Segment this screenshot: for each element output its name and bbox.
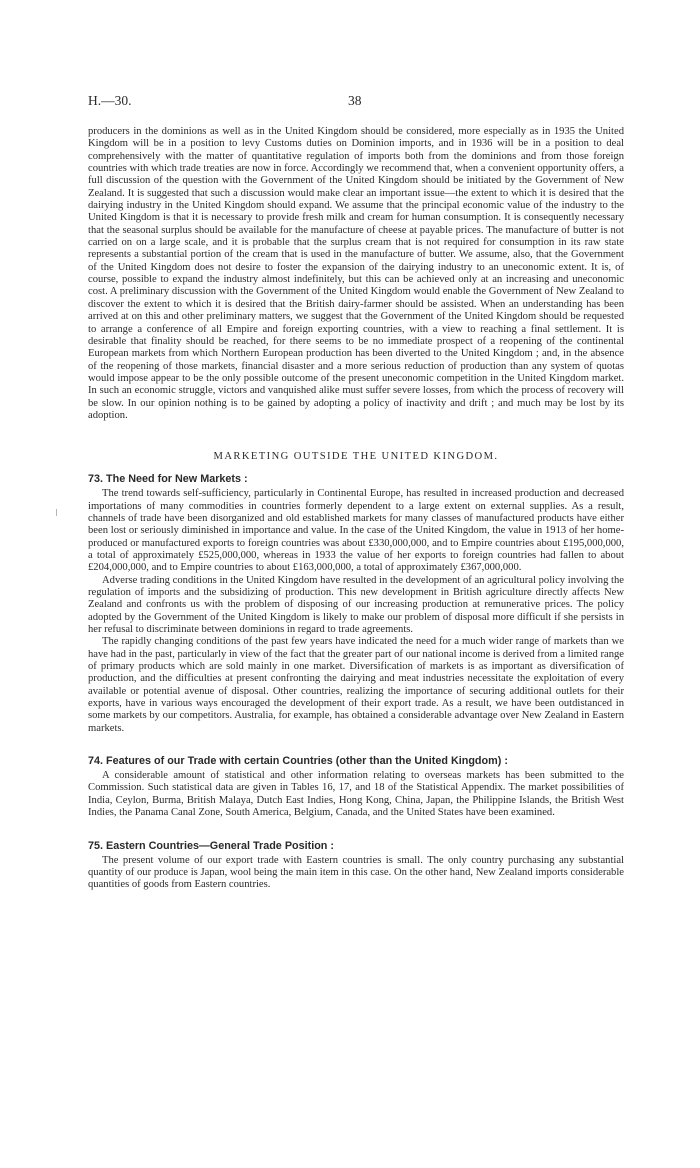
- section-heading: 73. The Need for New Markets :: [88, 473, 248, 486]
- margin-mark: [56, 509, 57, 516]
- document-reference: H.—30.: [88, 93, 132, 108]
- section-75: [88, 840, 624, 892]
- section-heading: 74. Features of our Trade with certain Countries (other than the United Kingdom) :: [88, 755, 508, 768]
- document-body: [88, 126, 624, 892]
- section-title: MARKETING OUTSIDE THE UNITED KINGDOM.: [213, 451, 499, 463]
- section-heading: 75. Eastern Countries—General Trade Position :: [88, 839, 334, 852]
- section-paragraph: The trend towards self-sufficiency, particularly in Continental Europe, has resulted in increased production and decreased importations of many commodities in countries formerly dependent to a large extent on external supplies. As a result, channels of trade have been disorganized and old established markets for many classes of manufactured products have either been lost or seriously diminished in importance and value. In the case of the United Kingdom, the value in 1913 of her home-produced or manufactured exports to foreign countries was about £330,000,000, and to Empire countries about £195,000,000, a total of approximately £525,000,000, whereas in 1933 the value of her exports to foreign countries had fallen to about £204,000,000, and to Empire countries to about £163,000,000, a total of approximately £367,000,000.: [88, 488, 624, 574]
- section-paragraph: A considerable amount of statistical and other information relating to overseas markets has been submitted to the Commission. Such statistical data are given in Tables 16, 17, and 18 of the Statistical Appendix. The market possibilities of India, Ceylon, Burma, British Malaya, Dutch East Indies, Hong Kong, China, Japan, the Philippine Islands, the British West Indies, the Panama Canal Zone, South America, Belgium, Canada, and the United States have been examined.: [88, 770, 624, 819]
- section-73: [88, 473, 624, 735]
- intro-paragraph: producers in the dominions as well as in the United Kingdom should be considered, more especially as in 1935 the United Kingdom will be in a position to levy Customs duties on Dominion imports, and in 1936 will be in a position to deal comprehensively with the matter of quantitative regulation of imports both from the dominions and from those foreign countries with which trade treaties are now in force. Accordingly we recommend that, when a convenient opportunity offers, a full discussion of the question with the Government of the United Kingdom should be initiated by the Government of New Zealand. It is suggested that such a discussion would make clear an important issue—the extent to which it is desired that the dairying industry in the United Kingdom should expand. We assume that the principal economic value of the industry to the United Kingdom is that it is necessary to provide fresh milk and cream for human consumption. It is consequently necessary that the seasonal surplus should be available for the manufacture of cheese at payable prices. The manufacture of butter is not carried on on a large scale, and it is probable that the surplus cream that is not required for consumption in its raw state represents a substantial portion of the cream that is used in the manufacture of butter. We assume, also, that the Government of the United Kingdom does not desire to foster the expansion of the dairying industry to an uneconomic extent. It is, of course, possible to expand the industry almost indefinitely, but this can be achieved only at an increasing and uneconomic cost. A preliminary discussion with the Government of the United Kingdom would enable the Government of New Zealand to discover the extent to which it is desired that the British dairy-farmer should be assisted. When an understanding has been arrived at on this and other preliminary matters, we suggest that the Government of the United Kingdom should be requested to arrange a conference of all Empire and foreign exporting countries, with a view to reaching a final settlement. It is desirable that finality should be reached, for there seems to be no immediate prospect of a reopening of the continental European markets from which Northern European production has been diverted to the United Kingdom ; and, in the absence of the reopening of those markets, financial disaster and a more serious reduction of production than any system of quotas would impose appear to be the only possible outcome of the present uneconomic competition in the United Kingdom market. In such an economic struggle, victors and vanquished alike must suffer severe losses, from which the process of recovery will be slow. In our opinion nothing is to be gained by adopting a policy of inactivity and drift ; and much may be lost by its adoption.: [88, 126, 624, 421]
- page-header: [88, 93, 628, 109]
- section-paragraph: The present volume of our export trade with Eastern countries is small. The only country purchasing any substantial quantity of our produce is Japan, wool being the main item in this case. On the other hand, New Zealand imports considerable quantities of goods from Eastern countries.: [88, 854, 624, 891]
- section-paragraph: Adverse trading conditions in the United Kingdom have resulted in the development of an agricultural policy involving the regulation of imports and the subsidizing of production. This new development in British agriculture directly affects New Zealand and confronts us with the problem of disposing of our increasing production at remunerative prices. The policy adopted by the Government of the United Kingdom is likely to make our problem of disposal more difficult if she persists in her refusal to discriminate between dominions in regard to trade agreements.: [88, 574, 624, 636]
- page-number: 38: [348, 93, 362, 108]
- section-paragraph: The rapidly changing conditions of the past few years have indicated the need for a much wider range of markets than we have had in the past, particularly in view of the fact that the greater part of our national income is derived from a limited range of primary products which are sold mainly in one market. Diversification of markets is as important as diversification of production, and the difficulties at present confronting the dairying and meat industries necessitate the exploitation of every available or potential avenue of disposal. Other countries, realizing the importance of securing additional outlets for their exports, have in various ways encouraged the development of their export trade. As a result, we have been outdistanced in some markets by our competitors. Australia, for example, has obtained a considerable advantage over New Zealand in Eastern markets.: [88, 636, 624, 734]
- section-74: [88, 755, 624, 819]
